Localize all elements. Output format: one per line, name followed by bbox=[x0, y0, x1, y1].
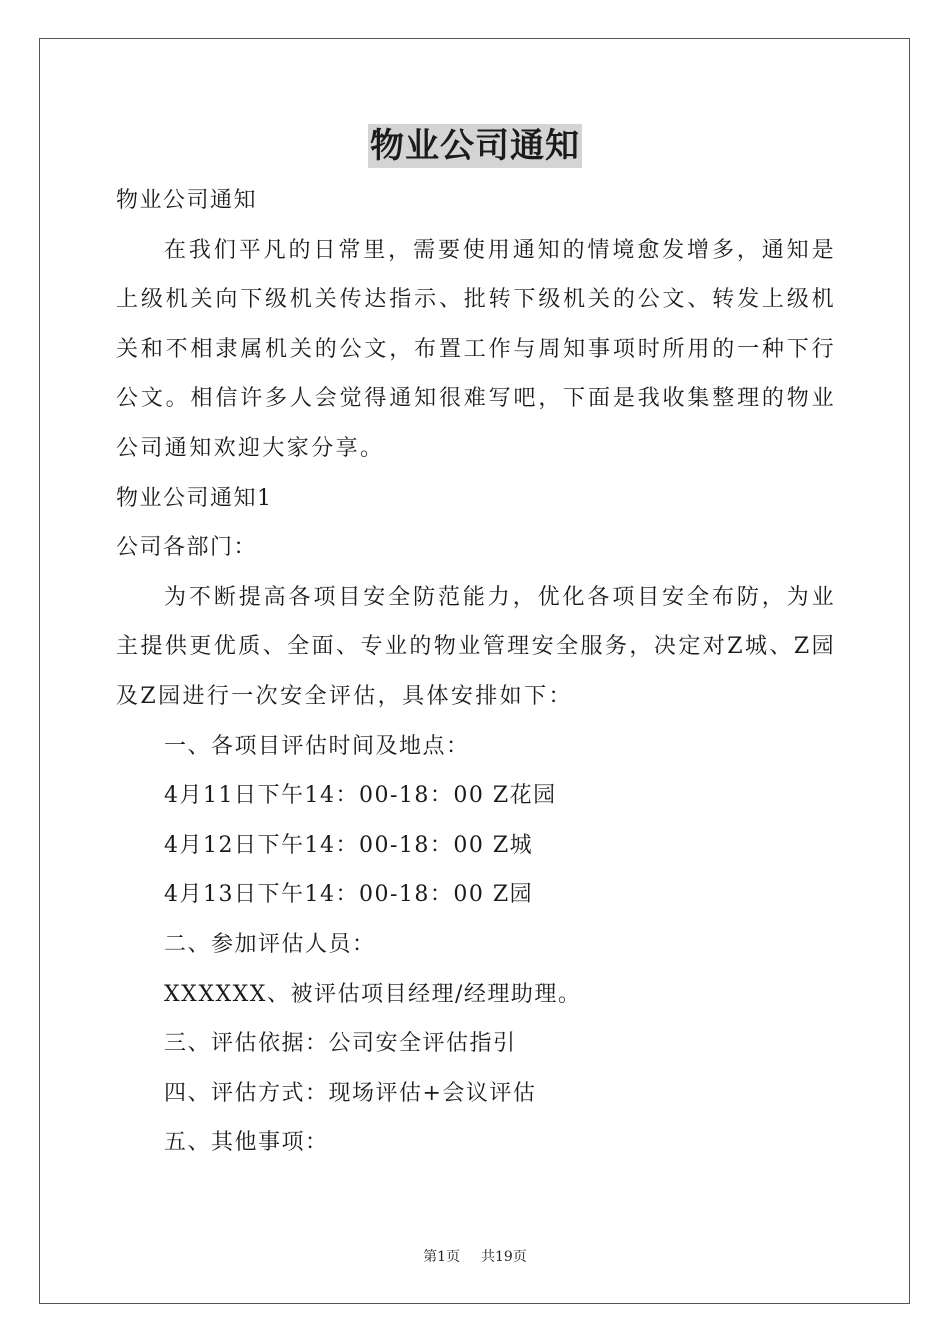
document-body bbox=[116, 176, 836, 1168]
list-item: 4月13日下午14：00-18：00 Z园 bbox=[164, 882, 534, 908]
list-item: XXXXXX、被评估项目经理/经理助理。 bbox=[164, 981, 582, 1007]
document-subtitle: 物业公司通知 bbox=[116, 188, 258, 213]
notice-paragraph: 为不断提高各项目安全防范能力，优化各项目安全布防，为业主提供更优质、全面、专业的物业管理安全服务，决定对Z城、Z园及Z园进行一次安全评估，具体安排如下： bbox=[116, 584, 836, 709]
document-title: 物业公司通知 bbox=[370, 126, 580, 166]
page-footer bbox=[0, 1246, 950, 1266]
page-number-total: 共19页 bbox=[481, 1249, 527, 1265]
title-container bbox=[0, 124, 950, 168]
page-number-current: 第1页 bbox=[423, 1249, 461, 1265]
list-item: 4月11日下午14：00-18：00 Z花园 bbox=[164, 783, 557, 809]
list-item: 五、其他事项： bbox=[164, 1130, 329, 1156]
list-item: 一、各项目评估时间及地点： bbox=[164, 733, 470, 759]
list-item: 三、评估依据：公司安全评估指引 bbox=[164, 1031, 517, 1057]
list-item: 4月12日下午14：00-18：00 Z城 bbox=[164, 832, 534, 858]
list-item: 四、评估方式：现场评估+会议评估 bbox=[164, 1080, 537, 1106]
salutation: 公司各部门： bbox=[116, 535, 258, 561]
intro-paragraph: 在我们平凡的日常里，需要使用通知的情境愈发增多，通知是上级机关向下级机关传达指示、批转下级机关的公文、转发上级机关和不相隶属机关的公文，布置工作与周知事项时所用的一种下行公文。相信许多人会觉得通知很难写吧，下面是我收集整理的物业公司通知欢迎大家分享。 bbox=[116, 237, 836, 461]
section-title: 物业公司通知1 bbox=[116, 485, 273, 511]
list-item: 二、参加评估人员： bbox=[164, 931, 376, 957]
